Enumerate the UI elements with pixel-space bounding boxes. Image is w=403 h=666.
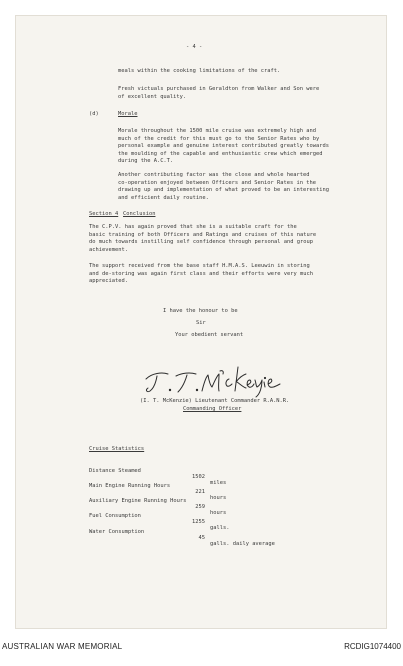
statistic-value: 1502 — [192, 474, 205, 480]
statistic-label: Distance Steamed — [89, 468, 141, 474]
section-heading: Conclusion — [123, 211, 156, 217]
statistic-label: Main Engine Running Hours — [89, 483, 171, 489]
statistics-heading: Cruise Statistics — [89, 446, 145, 452]
footer-institution: AUSTRALIAN WAR MEMORIAL — [2, 642, 123, 651]
page-number: - 4 - — [186, 44, 203, 50]
statistic-label: Fuel Consumption — [89, 513, 141, 519]
paragraph-line: of excellent quality. — [118, 93, 187, 100]
statistic-unit: galls. daily average — [210, 541, 275, 547]
footer-record-id: RCDIG1074400 — [344, 642, 401, 651]
statistics-row — [73, 523, 275, 553]
paragraph-line: meals within the cooking limitations of the craft. — [118, 68, 281, 74]
section-heading: Morale — [118, 111, 138, 117]
signatory-title: Commanding Officer — [183, 406, 242, 412]
section-label: (d) — [89, 111, 99, 117]
statistic-value: 1255 — [192, 519, 205, 525]
signatory-name: (I. T. McKenzie) Lieutenant Commander R.A.N.R. — [140, 398, 290, 404]
statistic-unit: hours — [210, 495, 227, 501]
closing-line: Sir — [196, 320, 206, 326]
statistic-value: 45 — [198, 535, 205, 541]
statistic-label: Auxiliary Engine Running Hours — [89, 498, 187, 504]
section-label: Section 4 — [89, 211, 119, 217]
closing-line: Your obedient servant — [175, 332, 244, 338]
paragraph-line: Fresh victuals purchased in Geraldton from Walker and Son were — [118, 86, 320, 92]
closing-line: I have the honour to be — [163, 308, 238, 314]
statistic-value: 221 — [195, 489, 205, 495]
statistic-value: 259 — [195, 504, 205, 510]
handwritten-signature — [142, 357, 294, 401]
statistic-unit: miles — [210, 480, 227, 486]
statistic-label: Water Consumption — [89, 529, 145, 535]
statistic-unit: hours — [210, 510, 227, 516]
statistic-unit: galls. — [210, 525, 230, 531]
